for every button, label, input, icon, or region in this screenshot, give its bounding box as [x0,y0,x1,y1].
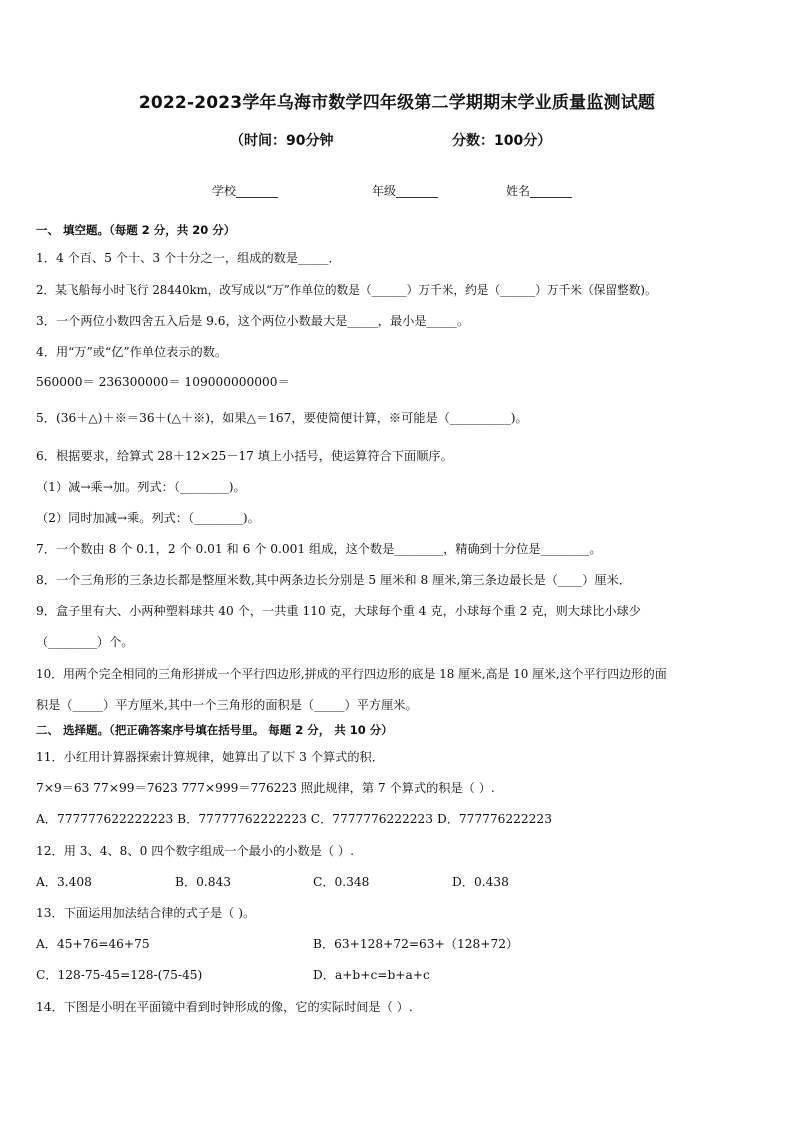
question-5: 5．(36＋△)＋※＝36＋(△＋※)，如果△＝167，要使简便计算，※可能是（__________)。 [36,411,528,425]
q13-option-b: B．63+128+72=63+（128+72） [313,937,519,951]
question-8: 8．一个三角形的三条边长都是整厘米数,其中两条边长分别是 5 厘米和 8 厘米,第三条边最长是（____）厘米． [36,573,631,587]
section-fill-blank-header: 一、 填空题。（每题 2 分，共 20 分） [36,223,236,237]
q12-option-b: B．0.843 [175,875,232,889]
question-6: 6．根据要求，给算式 28＋12×25－17 填上小括号，使运算符合下面顺序。 [36,449,453,463]
question-14: 14．下图是小明在平面镜中看到时钟形成的像，它的实际时间是（ ）. [36,1000,413,1014]
q12-option-a: A．3.408 [36,875,92,889]
question-2: 2．某飞船每小时飞行 28440km，改写成以“万”作单位的数是（______）万千米，约是（______）万千米（保留整数)。 [36,283,657,297]
question-11-options: A．777777622222223 B．77777762222223 C．7777776222223 D．777776222223 [36,812,552,826]
question-9-cont: （________）个。 [36,635,134,649]
question-4: 4．用“万”或“亿”作单位表示的数。 [36,345,228,359]
school-field: 学校_______ [212,184,279,198]
question-1: 1．4 个百、5 个十、3 个十分之一，组成的数是_____． [36,251,341,265]
q13-option-d: D．a+b+c=b+a+c [313,968,430,982]
question-7: 7．一个数由 8 个 0.1，2 个 0.01 和 6 个 0.001 组成，这个数是________，精确到十分位是________。 [36,542,602,556]
question-3: 3．一个两位小数四舍五入后是 9.6，这个两位小数最大是_____，最小是_____。 [36,314,470,328]
q12-option-c: C．0.348 [313,875,370,889]
exam-title: 2022-2023学年乌海市数学四年级第二学期期末学业质量监测试题 [138,93,656,113]
question-6-part-1: （1）减→乘→加。列式：（________)。 [36,480,246,494]
question-11-pattern: 7×9＝63 77×99＝7623 777×999＝776223 照此规律，第 7 个算式的积是（ ）. [36,781,495,795]
question-10-cont: 积是（_____）平方厘米,其中一个三角形的面积是（_____）平方厘米。 [36,698,418,712]
question-10: 10．用两个完全相同的三角形拼成一个平行四边形,拼成的平行四边形的底是 18 厘米,高是 10 厘米,这个平行四边形的面 [36,667,667,681]
time-limit: （时间：90分钟 [230,133,334,149]
question-13: 13．下面运用加法结合律的式子是（ )。 [36,906,256,920]
question-11: 11．小红用计算器探索计算规律，她算出了以下 3 个算式的积． [36,750,384,764]
name-field: 姓名_______ [506,184,573,198]
q13-option-a: A．45+76=46+75 [36,937,150,951]
section-choice-header: 二、 选择题。（把正确答案序号填在括号里。 每题 2 分， 共 10 分） [36,723,393,737]
question-6-part-2: （2）同时加减→乘。列式：（________)。 [36,511,260,525]
question-12: 12．用 3、4、8、0 四个数字组成一个最小的小数是（ ）. [36,844,354,858]
total-score: 分数：100分） [452,133,552,149]
q13-option-c: C．128-75-45=128-(75-45) [36,968,203,982]
grade-field: 年级_______ [372,184,439,198]
question-9: 9．盒子里有大、小两种塑料球共 40 个，一共重 110 克，大球每个重 4 克，小球每个重 2 克，则大球比小球少 [36,604,641,618]
question-4-items: 560000＝ 236300000＝ 109000000000＝ [36,375,290,389]
q12-option-d: D．0.438 [452,875,509,889]
